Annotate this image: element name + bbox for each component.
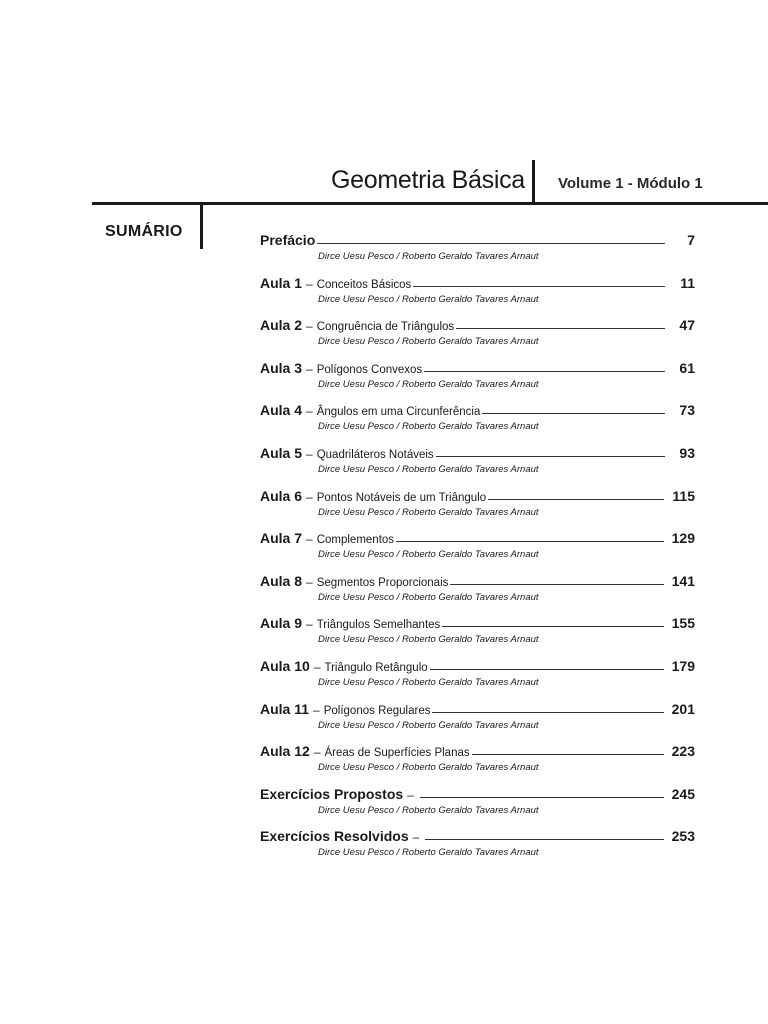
toc-entry-authors: Dirce Uesu Pesco / Roberto Geraldo Tavares Arnaut <box>318 634 539 646</box>
toc-entry-page-number: 141 <box>671 572 695 589</box>
header-divider <box>532 160 535 204</box>
toc-entry[interactable] <box>260 271 695 314</box>
toc-entry[interactable] <box>260 739 695 782</box>
toc-entry-subtitle: Polígonos Convexos <box>316 363 423 376</box>
toc-entry-heading: Aula 8 <box>260 572 303 589</box>
toc-entry-authors: Dirce Uesu Pesco / Roberto Geraldo Tavares Arnaut <box>318 293 539 305</box>
toc-entry-leader <box>425 839 663 840</box>
toc-entry-subtitle: Complementos <box>316 534 395 547</box>
toc-entry-leader <box>424 371 665 372</box>
toc-entry-subtitle: Triângulo Retângulo <box>324 661 428 674</box>
toc-entry-heading: Prefácio <box>260 232 316 248</box>
toc-entry-subtitle: Ângulos em uma Circunferência <box>316 406 481 419</box>
toc-entry-separator: – <box>313 659 321 674</box>
toc-entry-heading: Exercícios Propostos <box>260 785 404 802</box>
toc-entry-line <box>260 569 695 589</box>
toc-entry-heading: Aula 9 <box>260 615 303 632</box>
toc-entry-subtitle: Pontos Notáveis de um Triângulo <box>316 491 487 504</box>
table-of-contents <box>260 228 695 867</box>
toc-entry-line <box>260 697 695 717</box>
toc-entry-leader <box>442 626 663 627</box>
toc-entry-page-number: 253 <box>671 828 695 845</box>
toc-entry-page-number: 179 <box>671 657 695 674</box>
toc-entry[interactable] <box>260 398 695 441</box>
toc-entry-heading: Aula 2 <box>260 317 303 334</box>
toc-entry-heading: Aula 11 <box>260 700 310 717</box>
toc-entry[interactable] <box>260 697 695 740</box>
toc-entry-page-number: 223 <box>671 743 695 760</box>
toc-entry-page-number: 245 <box>671 785 695 802</box>
section-label: SUMÁRIO <box>105 223 183 240</box>
toc-entry-leader <box>488 499 664 500</box>
toc-entry-leader <box>472 754 664 755</box>
toc-entry-line <box>260 611 695 631</box>
toc-entry-separator: – <box>306 446 313 461</box>
toc-entry-authors: Dirce Uesu Pesco / Roberto Geraldo Tavares Arnaut <box>318 847 539 859</box>
page-title: Geometria Básica <box>331 166 525 194</box>
toc-entry-page-number: 201 <box>671 700 695 717</box>
toc-entry-separator: – <box>306 617 313 632</box>
toc-entry-authors: Dirce Uesu Pesco / Roberto Geraldo Tavares Arnaut <box>318 336 539 348</box>
toc-entry-authors: Dirce Uesu Pesco / Roberto Geraldo Tavares Arnaut <box>318 719 539 731</box>
toc-entry-heading: Aula 5 <box>260 444 303 461</box>
toc-entry-line <box>260 313 695 333</box>
toc-entry-heading: Exercícios Resolvidos <box>260 828 409 845</box>
toc-entry-leader <box>420 797 664 798</box>
toc-entry[interactable] <box>260 313 695 356</box>
toc-entry-leader <box>430 669 664 670</box>
toc-entry-heading: Aula 3 <box>260 359 303 376</box>
toc-entry[interactable] <box>260 654 695 697</box>
toc-entry-authors: Dirce Uesu Pesco / Roberto Geraldo Tavares Arnaut <box>318 421 539 433</box>
toc-entry-authors: Dirce Uesu Pesco / Roberto Geraldo Tavares Arnaut <box>318 251 539 262</box>
toc-entry-heading: Aula 7 <box>260 530 303 547</box>
toc-entry-leader <box>396 541 664 542</box>
toc-entry-separator: – <box>306 532 313 547</box>
toc-entry-authors: Dirce Uesu Pesco / Roberto Geraldo Tavares Arnaut <box>318 676 539 688</box>
toc-entry-leader <box>482 413 665 414</box>
toc-entry[interactable] <box>260 824 695 867</box>
toc-entry[interactable] <box>260 782 695 825</box>
toc-entry-separator: – <box>306 574 313 589</box>
toc-entry-authors: Dirce Uesu Pesco / Roberto Geraldo Tavares Arnaut <box>318 549 539 561</box>
toc-entry-line <box>260 398 695 418</box>
toc-entry-line <box>260 654 695 674</box>
toc-entry-separator: – <box>306 361 313 376</box>
toc-entry-subtitle: Polígonos Regulares <box>323 704 431 717</box>
toc-entry-heading: Aula 10 <box>260 657 310 674</box>
toc-entry-separator: – <box>306 489 313 504</box>
toc-entry-subtitle: Congruência de Triângulos <box>316 321 455 334</box>
toc-entry-line <box>260 824 695 844</box>
toc-entry-subtitle: Triângulos Semelhantes <box>316 619 441 632</box>
toc-entry-line <box>260 739 695 759</box>
toc-entry-line <box>260 356 695 376</box>
toc-entry[interactable] <box>260 441 695 484</box>
toc-entry-authors: Dirce Uesu Pesco / Roberto Geraldo Tavares Arnaut <box>318 463 539 475</box>
toc-entry-page-number: 7 <box>687 232 695 248</box>
toc-entry-subtitle: Áreas de Superfícies Planas <box>324 747 470 760</box>
toc-entry-separator: – <box>407 787 414 802</box>
toc-entry-heading: Aula 12 <box>260 743 310 760</box>
toc-entry-subtitle: Segmentos Proporcionais <box>316 576 449 589</box>
toc-entry-leader <box>413 286 665 287</box>
toc-entry-line <box>260 441 695 461</box>
toc-entry-subtitle: Conceitos Básicos <box>316 278 412 291</box>
toc-entry-leader <box>456 328 665 329</box>
toc-entry[interactable] <box>260 228 695 271</box>
toc-entry-authors: Dirce Uesu Pesco / Roberto Geraldo Tavares Arnaut <box>318 506 539 518</box>
toc-entry-page-number: 47 <box>679 317 695 334</box>
toc-entry-page-number: 155 <box>671 615 695 632</box>
toc-entry-line <box>260 526 695 546</box>
volume-label: Volume 1 - Módulo 1 <box>558 175 703 192</box>
toc-entry-authors: Dirce Uesu Pesco / Roberto Geraldo Tavares Arnaut <box>318 591 539 603</box>
toc-entry[interactable] <box>260 569 695 612</box>
toc-entry-heading: Aula 6 <box>260 487 303 504</box>
toc-entry-line <box>260 484 695 504</box>
toc-entry-subtitle: Quadriláteros Notáveis <box>316 448 434 461</box>
toc-entry-page-number: 129 <box>671 530 695 547</box>
header-rule <box>92 202 768 205</box>
toc-entry-line <box>260 271 695 291</box>
toc-entry-authors: Dirce Uesu Pesco / Roberto Geraldo Tavares Arnaut <box>318 804 539 816</box>
toc-entry-separator: – <box>313 702 320 717</box>
toc-entry[interactable] <box>260 484 695 527</box>
toc-entry-separator: – <box>306 319 313 334</box>
toc-entry-authors: Dirce Uesu Pesco / Roberto Geraldo Tavares Arnaut <box>318 762 539 774</box>
toc-entry[interactable] <box>260 611 695 654</box>
toc-entry-separator: – <box>306 404 313 419</box>
toc-entry-page-number: 93 <box>679 444 695 461</box>
toc-entry-page-number: 73 <box>679 402 695 419</box>
toc-entry-page-number: 61 <box>679 359 695 376</box>
toc-entry-leader <box>450 584 663 585</box>
toc-entry-separator: – <box>412 830 420 845</box>
toc-entry[interactable] <box>260 356 695 399</box>
toc-entry-page-number: 11 <box>680 274 695 291</box>
toc-entry-authors: Dirce Uesu Pesco / Roberto Geraldo Tavares Arnaut <box>318 378 539 390</box>
toc-entry[interactable] <box>260 526 695 569</box>
toc-entry-separator: – <box>306 276 313 291</box>
toc-entry-page-number: 115 <box>672 487 695 504</box>
toc-entry-leader <box>432 712 663 713</box>
section-divider <box>200 205 203 249</box>
toc-entry-heading: Aula 1 <box>260 274 303 291</box>
toc-entry-leader <box>436 456 665 457</box>
toc-entry-line <box>260 228 695 248</box>
toc-entry-leader <box>317 243 665 244</box>
toc-entry-line <box>260 782 695 802</box>
toc-entry-separator: – <box>313 745 321 760</box>
toc-entry-heading: Aula 4 <box>260 402 303 419</box>
